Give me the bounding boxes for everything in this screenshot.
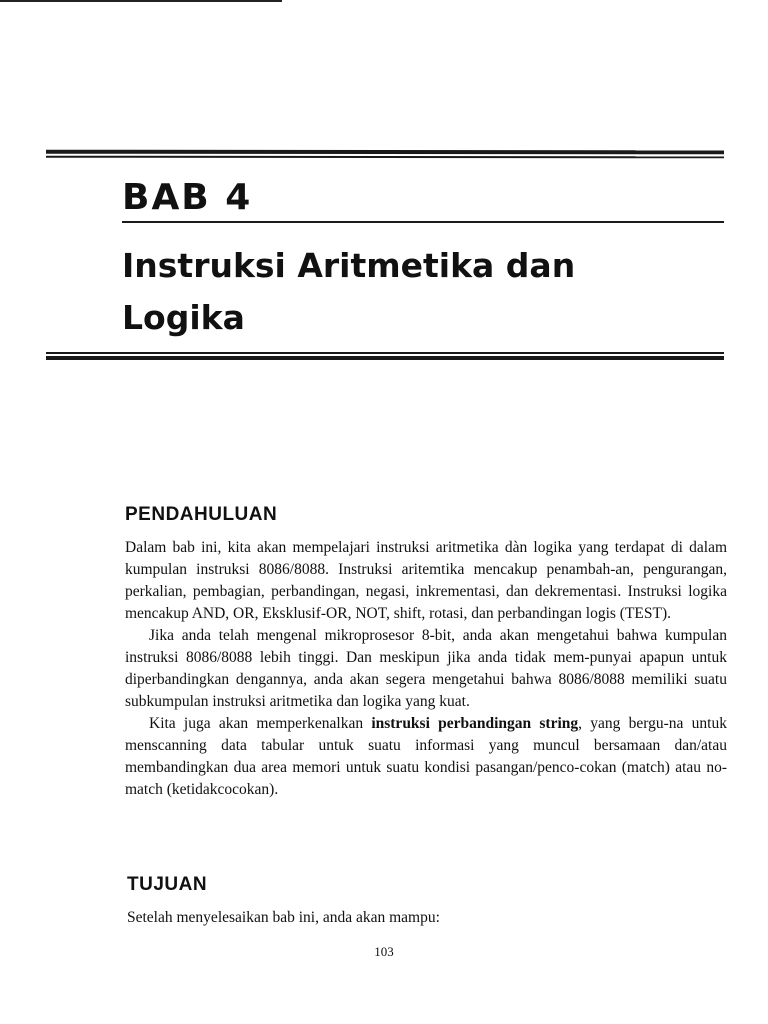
paragraph-3-rest: , yang bergu-na untuk menscanning data tabular untuk suatu informasi yang muncul bersamaan dan/atau membandingkan dua area memori untuk suatu kondisi pasangan/penco-cokan (match) atau no-match (ketidakcocokan). (125, 715, 727, 798)
paragraph-3-bold-term: instruksi perbandingan string (371, 715, 579, 732)
tujuan-intro: Setelah menyelesaikan bab ini, anda akan mampu: (127, 909, 440, 926)
chapter-label-underline (122, 221, 724, 223)
scan-edge-rule (0, 0, 282, 2)
section-heading-tujuan: TUJUAN (127, 874, 208, 895)
section-heading-pendahuluan: PENDAHULUAN (125, 504, 278, 525)
chapter-title-line-1: Instruksi Aritmetika dan (122, 246, 576, 285)
paragraph-3-lead: Kita juga akan memperkenalkan (149, 715, 372, 732)
page-number: 103 (374, 944, 394, 959)
paragraph-3 (125, 713, 727, 801)
paragraph-1: Dalam bab ini, kita akan mempelajari instruksi aritmetika dàn logika yang terdapat di dalam kumpulan instruksi 8086/8088. Instruksi aritemtika mencakup penambah-an, pengurangan, perkalian, pembagian, perbandingan, negasi, inkrementasi, dan dekrementasi. Instruksi logika mencakup AND, OR, Eksklusif-OR, NOT, shift, rotasi, dan perbandingan logis (TEST). (125, 539, 727, 622)
chapter-title (122, 240, 722, 344)
chapter-label: BAB 4 (122, 177, 253, 218)
paragraph-2: Jika anda telah mengenal mikroprosesor 8-bit, anda akan mengetahui bahwa kumpulan instruksi 8086/8088 lebih tinggi. Dan meskipun jika anda tidak mem-punyai apapun untuk diperbandingkan dengannya, anda akan segera mengetahui bahwa 8086/8088 memiliki suatu subkumpulan instruksi aritmetika dan logika yang kuat. (125, 627, 727, 710)
chapter-header-bottom-rule (46, 352, 724, 360)
chapter-title-line-2: Logika (122, 298, 245, 337)
pendahuluan-body (125, 537, 727, 801)
chapter-header-top-rule (46, 150, 724, 159)
